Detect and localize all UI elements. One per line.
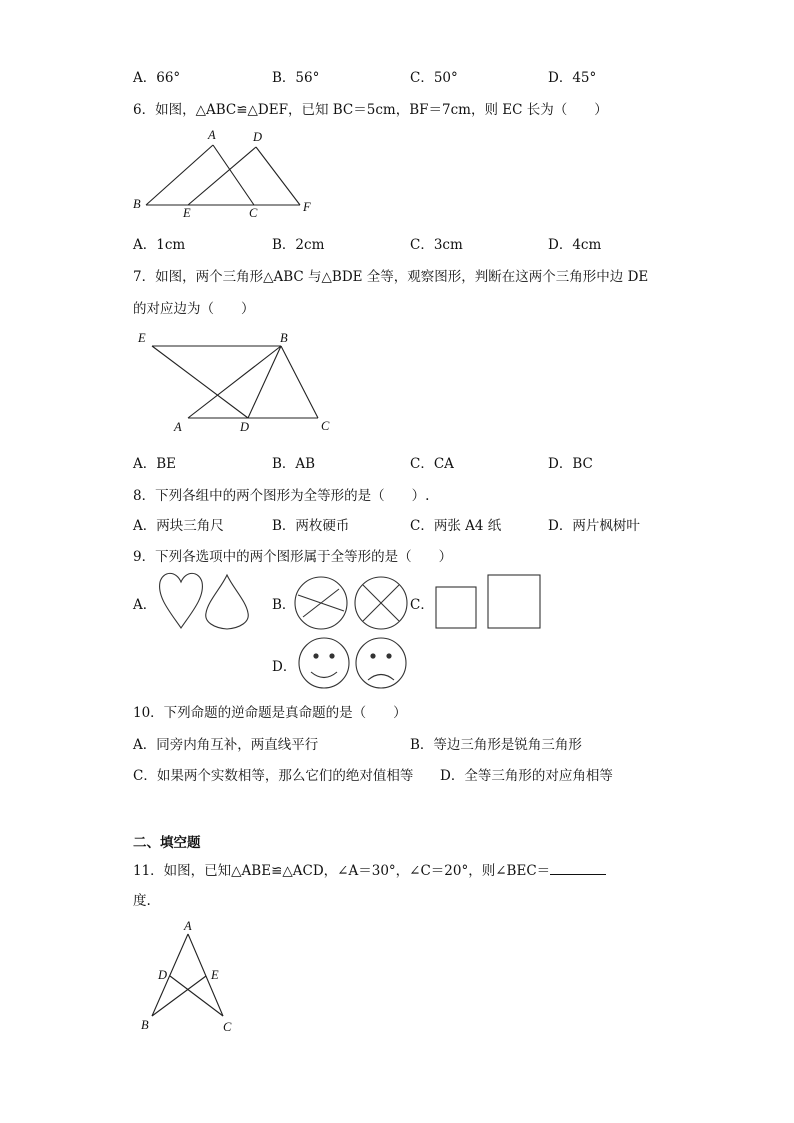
q6-label-d: D	[253, 130, 263, 144]
q9-option-d-letter: D．	[272, 659, 297, 675]
q5-option-d: D．45°	[548, 70, 597, 86]
q11-tail: 度.	[133, 893, 151, 909]
q6-option-a: A．1cm	[133, 237, 186, 253]
q10-option-b: B．等边三角形是锐角三角形	[410, 737, 582, 753]
q11-label-b: B	[141, 1018, 149, 1032]
q9-option-b-letter: B．	[272, 597, 296, 613]
q10-option-d: D．全等三角形的对应角相等	[440, 768, 613, 784]
q11-label-e: E	[211, 968, 219, 982]
q6-option-c: C．3cm	[410, 237, 463, 253]
q8-stem: 8．下列各组中的两个图形为全等形的是（ ）.	[133, 488, 430, 504]
q5-option-a: A．66°	[133, 70, 181, 86]
q7-option-c: C．CA	[410, 456, 454, 472]
q7-label-e: E	[138, 331, 146, 345]
q8-option-d: D．两片枫树叶	[548, 518, 640, 534]
q8-option-b: B．两枚硬币	[272, 518, 350, 534]
q6-label-a: A	[208, 128, 216, 142]
q6-option-d: D．4cm	[548, 237, 602, 253]
q7-stem-line1: 7．如图，两个三角形△ABC 与△BDE 全等，观察图形，判断在这两个三角形中边 DE	[133, 269, 649, 285]
q7-option-b: B．AB	[272, 456, 316, 472]
q5-option-b: B．56°	[272, 70, 320, 86]
q8-option-c: C．两张 A4 纸	[410, 518, 502, 534]
q7-label-b: B	[280, 331, 288, 345]
q9-option-c-letter: C．	[410, 597, 434, 613]
q7-option-a: A．BE	[133, 456, 177, 472]
q6-stem: 6．如图，△ABC≌△DEF，已知 BC＝5cm，BF＝7cm，则 EC 长为（ ）	[133, 102, 608, 118]
q11-label-d: D	[158, 968, 168, 982]
section-title: 二、填空题	[133, 835, 201, 851]
q6-label-e: E	[183, 206, 191, 220]
q9-stem: 9．下列各选项中的两个图形属于全等形的是（ ）	[133, 549, 453, 565]
q6-label-f: F	[303, 200, 311, 214]
q9-option-a-letter: A．	[133, 597, 157, 613]
q10-option-c: C．如果两个实数相等，那么它们的绝对值相等	[133, 768, 414, 784]
q11-label-c: C	[223, 1020, 232, 1034]
q6-option-b: B．2cm	[272, 237, 325, 253]
q7-option-d: D．BC	[548, 456, 593, 472]
q7-label-c: C	[321, 419, 330, 433]
q6-label-c: C	[249, 206, 258, 220]
q10-stem: 10．下列命题的逆命题是真命题的是（ ）	[133, 705, 407, 721]
q11-stem-text: 11．如图，已知△ABE≌△ACD，∠A＝30°，∠C＝20°，则∠BEC＝	[133, 863, 551, 879]
q11-label-a: A	[184, 919, 192, 933]
q7-label-a: A	[174, 420, 182, 434]
q8-option-a: A．两块三角尺	[133, 518, 224, 534]
q11-line-be	[152, 976, 206, 1016]
q10-option-a: A．同旁内角互补，两直线平行	[133, 737, 319, 753]
q7-stem-line2: 的对应边为（ ）	[133, 301, 255, 317]
q7-label-d: D	[240, 420, 250, 434]
q5-option-c: C．50°	[410, 70, 458, 86]
q6-label-b: B	[133, 197, 141, 211]
